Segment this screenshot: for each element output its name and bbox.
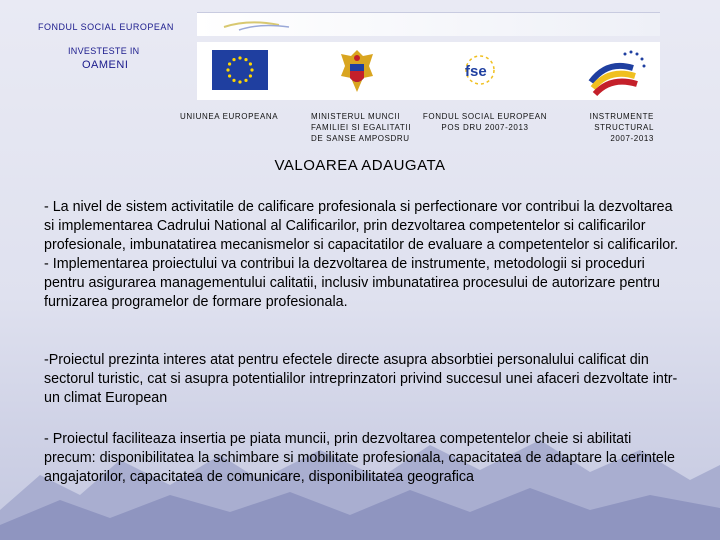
eu-flag-icon (212, 50, 268, 90)
fse-logo-text: fse (465, 63, 487, 80)
fse-caption: FONDUL SOCIAL EUROPEAN POS DRU 2007-2013 (422, 112, 548, 132)
fse-logo-icon (455, 52, 505, 88)
fse-header-text: FONDUL SOCIAL EUROPEAN (38, 22, 174, 32)
investeste-text: INVESTESTE IN (68, 46, 140, 56)
ministry-caption: MINISTERUL MUNCII FAMILIEI SI EGALITATII DE SANSE AMPOSDRU (311, 112, 412, 143)
paragraph-interest: -Proiectul prezinta interes atat pentru efectele directe asupra absorbtiei personalului calificat din sectorul turistic, cat si asupra potentialilor intreprinzatori privind succesul unei afaceri dezvoltate intr-un climat European (44, 352, 678, 406)
swoosh-icon (219, 13, 299, 36)
instrumente-structurale-icon (587, 46, 649, 96)
instrumente-caption: INSTRUMENTE STRUCTURAL 2007-2013 (589, 112, 654, 143)
paragraph-system: - La nivel de sistem activitatile de calificare profesionala si perfectionare vor contribui la dezvoltarea si implementarea Cadrului National al Calificarilor, prin dezvoltarea competentelor si calificarilor profesionale, imbunatatirea mecanismelor si capacitatilor de evaluare a competentelor si calificarilor. - Implementarea proiectului va contribui la dezvoltarea de instrumente, metodologii si proceduri pentru asigurarea managementului calitatii, inclusiv imbunatatirea procesului de autorizare pentru furnizarea programelor de formare profesionala. (44, 199, 679, 310)
header-banner (197, 12, 660, 36)
eu-caption: UNIUNEA EUROPEANA (180, 112, 279, 121)
logo-strip (197, 42, 660, 100)
oameni-text: OAMENI (82, 59, 129, 71)
paragraph-labor-market: - Proiectul faciliteaza insertia pe piata muncii, prin dezvoltarea competentelor cheie si abilitati precum: disponibilitatea la schimbare si mobilitate profesionala, capacitatea de adaptare la cerintele angajatorilor, capacitatea de comunicare, disponibilitatea geografica (44, 431, 676, 485)
coat-of-arms-icon (337, 46, 377, 96)
page-title: VALOAREA ADAUGATA (274, 157, 446, 174)
